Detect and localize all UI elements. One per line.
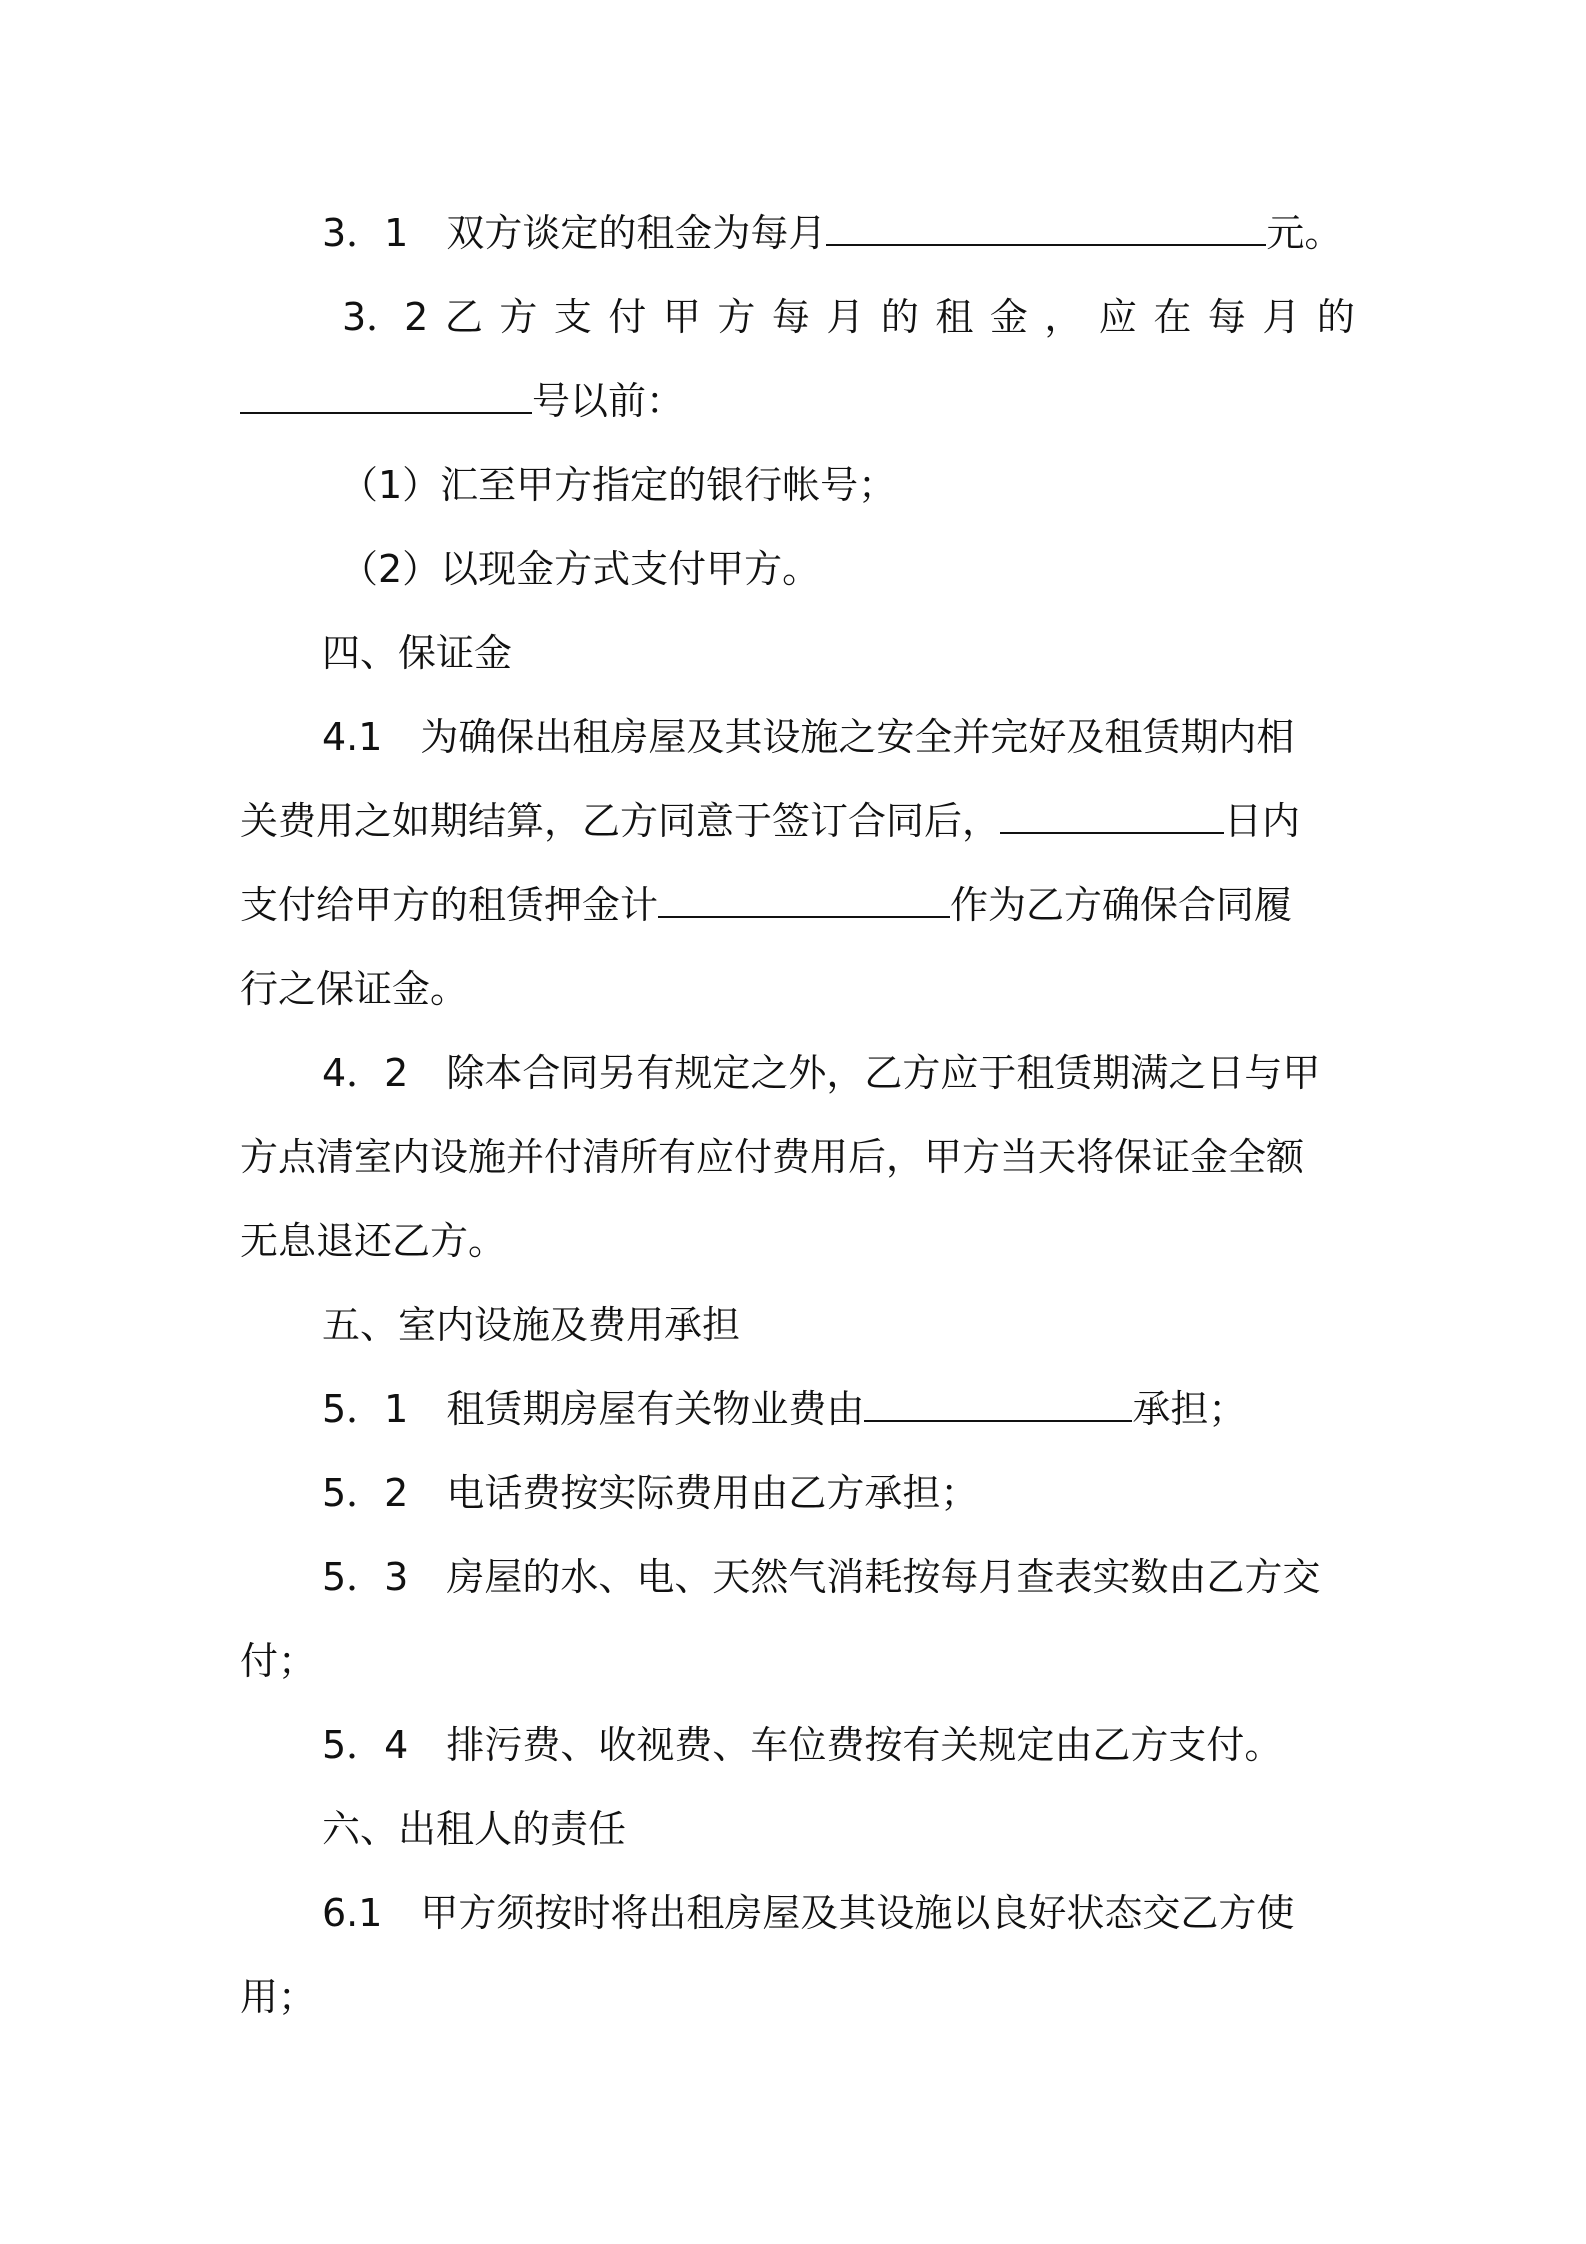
clause-4-1-line3-text: 支付给甲方的租赁押金计 [240,883,659,927]
clause-3-2-char: ， [1044,295,1083,339]
clause-6-1-line2: 用； [240,1975,317,2019]
section-heading-4: 四、保证金 [322,631,513,675]
clause-3-2-char: 每 [1207,295,1246,339]
property-fee-payer-blank [864,1386,1132,1422]
clause-4-2-line2: 方点清室内设施并付清所有应付费用后，甲方当天将保证金全额 [240,1135,1305,1179]
clause-3-2-char: 支 [553,295,592,339]
payment-day-blank [240,378,532,414]
clause-5-2: 5．2 电话费按实际费用由乙方承担； [322,1471,979,1515]
clause-3-2-char: 租 [935,295,974,339]
clause-6-1-line1: 6.1 甲方须按时将出租房屋及其设施以良好状态交乙方使 [322,1891,1295,1935]
clause-3-2-char: 月 [826,295,865,339]
clause-3-2-line1 [240,292,1355,342]
clause-4-1-line2 [240,796,1300,846]
clause-3-1-text: 3．1 双方谈定的租金为每月 [322,211,827,255]
clause-4-1-line3 [240,880,1292,930]
clause-4-2-line1: 4．2 除本合同另有规定之外，乙方应于租赁期满之日与甲 [322,1051,1321,1095]
clause-4-1-line4: 行之保证金。 [240,967,469,1011]
clause-4-1-line1: 4.1 为确保出租房屋及其设施之安全并完好及租赁期内相 [322,715,1295,759]
clause-3-2-char: 的 [880,295,919,339]
clause-3-2-tail: 号以前： [532,379,685,423]
clause-3-2-char: 方 [499,295,538,339]
clause-5-4: 5．4 排污费、收视费、车位费按有关规定由乙方支付。 [322,1723,1283,1767]
clause-5-3-line2: 付； [240,1639,317,1683]
clause-3-2-char: 方 [717,295,756,339]
clause-3-2-char: 在 [1153,295,1192,339]
clause-5-1-text: 5．1 租赁期房屋有关物业费由 [322,1387,865,1431]
deposit-days-blank [1000,798,1224,834]
clause-3-2-number: 3．2 [342,295,429,339]
clause-3-2-char: 乙 [444,295,483,339]
clause-4-1-line2-tail: 日内 [1224,799,1301,843]
clause-3-1 [322,208,1342,258]
section-heading-5: 五、室内设施及费用承担 [322,1303,741,1347]
clause-5-3-line1: 5．3 房屋的水、电、天然气消耗按每月查表实数由乙方交 [322,1555,1321,1599]
clause-3-2-char: 应 [1098,295,1137,339]
clause-5-1-tail: 承担； [1132,1387,1247,1431]
deposit-amount-blank [658,882,950,918]
clause-3-2-char: 月 [1262,295,1301,339]
payment-option-2: （2）以现金方式支付甲方。 [340,547,821,591]
clause-4-1-line3-tail: 作为乙方确保合同履 [950,883,1293,927]
clause-4-2-line3: 无息退还乙方。 [240,1219,507,1263]
clause-3-2-char: 金 [989,295,1028,339]
clause-3-2-char: 的 [1316,295,1355,339]
clause-4-1-line2-text: 关费用之如期结算，乙方同意于签订合同后， [240,799,1001,843]
rent-amount-blank [826,210,1266,246]
clause-3-1-unit: 元。 [1266,211,1343,255]
clause-5-1 [322,1384,1246,1434]
payment-option-1: （1）汇至甲方指定的银行帐号； [340,463,897,507]
clause-3-2-char: 每 [771,295,810,339]
clause-3-2-char: 甲 [662,295,701,339]
clause-3-2-char: 付 [608,295,647,339]
section-heading-6: 六、出租人的责任 [322,1807,627,1851]
clause-3-2-line2 [240,376,684,426]
